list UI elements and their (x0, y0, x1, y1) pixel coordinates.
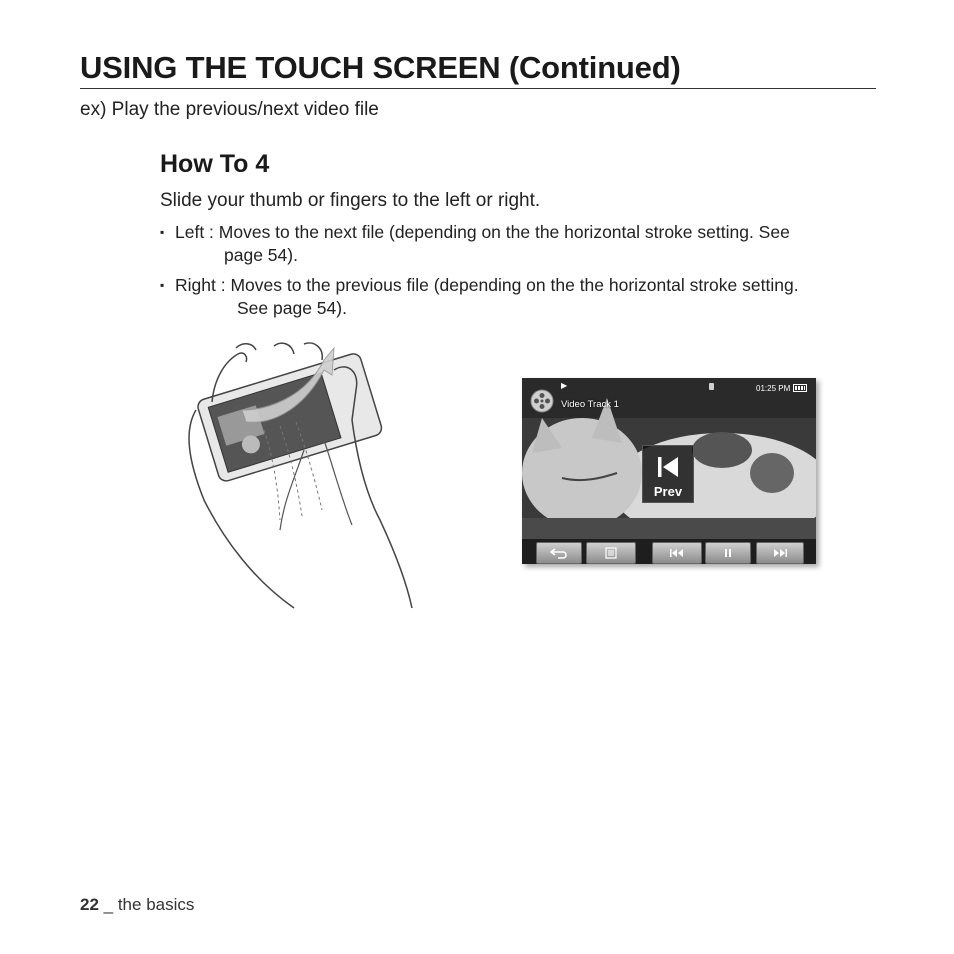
status-bar (522, 378, 816, 392)
footer-section: _ the basics (103, 895, 195, 914)
player-toolbar (522, 539, 816, 564)
film-reel-icon (530, 389, 554, 413)
prev-label: Prev (653, 484, 683, 499)
play-indicator: ▶ (561, 381, 568, 390)
skip-back-button[interactable] (652, 542, 702, 564)
video-player-screen (522, 378, 816, 564)
bullet-right-line2: See page 54). (237, 298, 347, 318)
bullet-mark: ▪ (160, 225, 165, 239)
track-name: Video Track 1 (561, 399, 619, 410)
skip-forward-button[interactable] (756, 542, 804, 564)
back-button[interactable] (536, 542, 582, 564)
example-subtitle: ex) Play the previous/next video file (80, 99, 379, 120)
hand-swipe-illustration (184, 340, 414, 612)
page-footer (80, 895, 194, 915)
pause-button[interactable] (705, 542, 751, 564)
back-icon (550, 547, 568, 559)
bullet-left-line1: Left : Moves to the next file (depending on the the horizontal stroke setting. See (175, 222, 790, 242)
bullet-left-line2: page 54). (224, 245, 298, 265)
memory-icon (709, 383, 714, 390)
prev-indicator (642, 445, 694, 503)
battery-icon (793, 384, 807, 392)
skip-previous-icon (656, 456, 680, 478)
page-number: 22 (80, 895, 99, 914)
pause-icon (724, 549, 732, 557)
bullet-right-line1: Right : Moves to the previous file (depending on the the horizontal stroke setting. (175, 275, 799, 295)
skip-back-icon (670, 549, 684, 557)
page-title: USING THE TOUCH SCREEN (Continued) (80, 50, 876, 89)
list-button[interactable] (586, 542, 636, 564)
bullet-mark: ▪ (160, 278, 165, 292)
section-heading: How To 4 (160, 150, 270, 178)
clock: 01:25 PM (756, 384, 791, 393)
list-icon (605, 547, 617, 559)
skip-forward-icon (773, 549, 787, 557)
instruction-text: Slide your thumb or fingers to the left or right. (160, 190, 541, 211)
